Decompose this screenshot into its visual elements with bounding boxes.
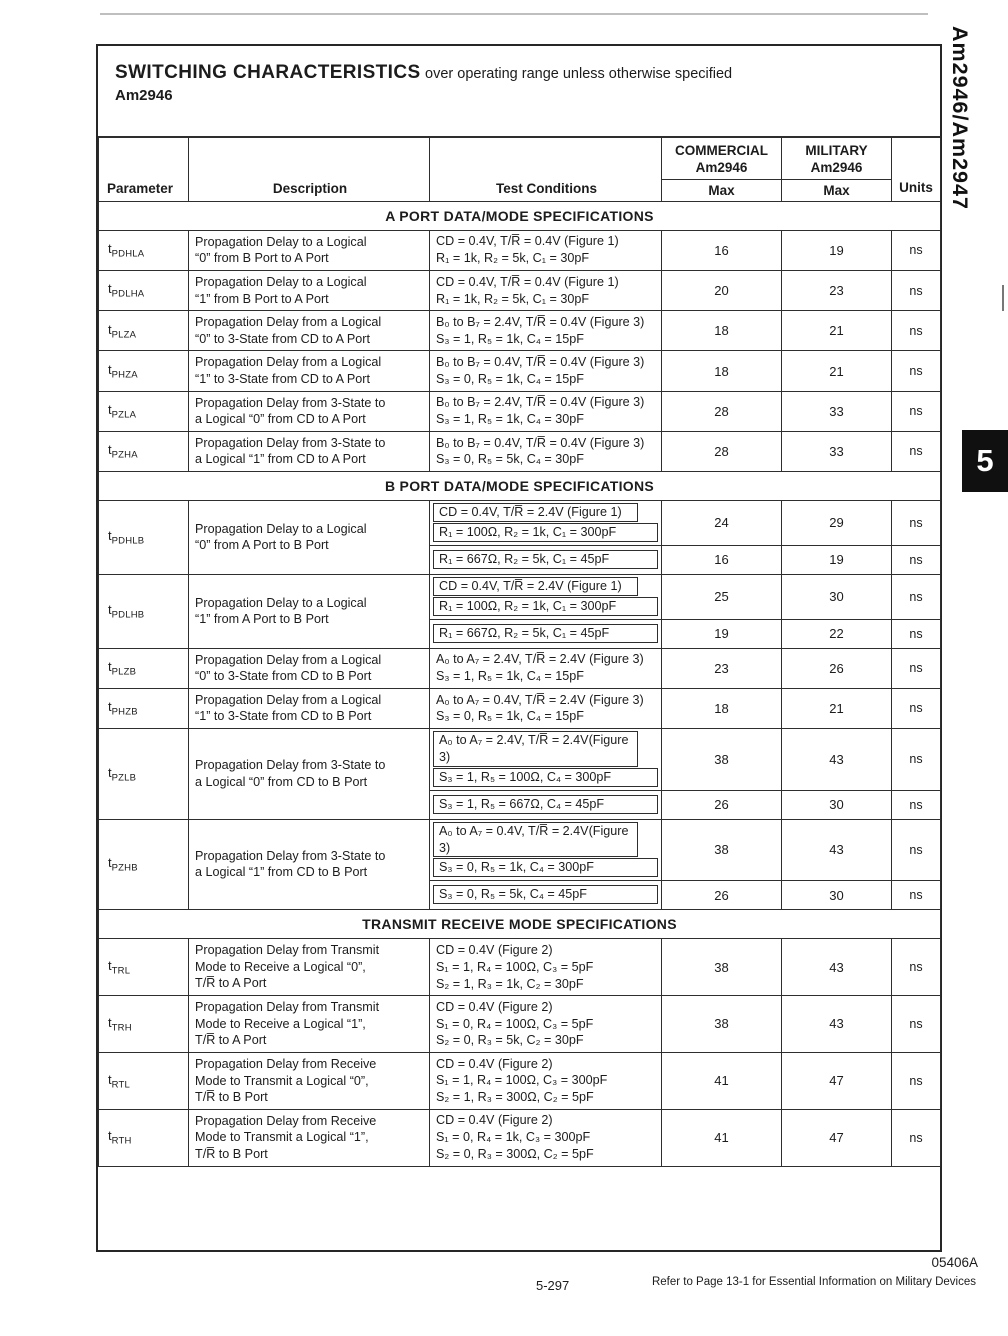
- commercial-max-value: 16: [662, 230, 782, 270]
- table-row: [99, 819, 941, 881]
- table-row: [99, 230, 941, 270]
- param-subscript: TRH: [111, 1022, 132, 1034]
- param-cell: $t_{TRH}$: [99, 996, 189, 1053]
- description-line: “0” from B Port to A Port: [195, 251, 329, 266]
- description-line: “1” from A Port to B Port: [195, 612, 329, 627]
- units-cell: ns: [892, 230, 941, 270]
- section-header: B PORT DATA/MODE SPECIFICATIONS: [99, 472, 941, 501]
- side-part-label: Am2946/Am2947: [948, 26, 972, 210]
- commercial-max-value: 26: [662, 790, 782, 819]
- description-line: Mode to Transmit a Logical “1”,: [195, 1130, 369, 1145]
- military-max-value: 22: [782, 619, 892, 648]
- condition-line: S₃ = 1, R₅ = 667Ω, C₄ = 45pF: [433, 795, 658, 814]
- param-cell: $t_{TRL}$: [99, 939, 189, 996]
- condition-line: R₁ = 667Ω, R₂ = 5k, C₁ = 45pF: [433, 624, 658, 643]
- test-conditions-cell: [430, 881, 662, 910]
- param-subscript: PDLHA: [111, 288, 145, 300]
- section-header: TRANSMIT RECEIVE MODE SPECIFICATIONS: [99, 910, 941, 939]
- military-max-value: 47: [782, 1052, 892, 1109]
- section-tab-number: 5: [976, 443, 994, 478]
- commercial-max-value: 38: [662, 939, 782, 996]
- commercial-max-value: 38: [662, 819, 782, 881]
- description-line: a Logical “1” from CD to B Port: [195, 865, 368, 880]
- condition-line: S₃ = 1, R₅ = 1k, C₄ = 30pF: [436, 412, 584, 427]
- description-cell: [189, 1052, 430, 1109]
- military-max-value: 21: [782, 311, 892, 351]
- military-max-value: 30: [782, 574, 892, 619]
- condition-line: A₀ to A₇ = 2.4V, T/R̅ = 2.4V(Figure 3): [433, 731, 638, 767]
- condition-line: CD = 0.4V, T/R̅ = 2.4V (Figure 1): [433, 503, 638, 522]
- units-cell: ns: [892, 431, 941, 471]
- commercial-max-value: 25: [662, 574, 782, 619]
- military-max-value: 43: [782, 729, 892, 791]
- description-line: Propagation Delay from 3-State to: [195, 848, 386, 863]
- description-line: T/R̅ to A Port: [195, 1033, 267, 1048]
- description-line: Propagation Delay from Receive: [195, 1113, 377, 1128]
- condition-line: A₀ to A₇ = 2.4V, T/R̅ = 2.4V (Figure 3): [436, 652, 644, 667]
- description-line: Propagation Delay to a Logical: [195, 274, 367, 289]
- military-max-value: 30: [782, 790, 892, 819]
- units-cell: ns: [892, 729, 941, 791]
- condition-line: R₁ = 1k, R₂ = 5k, C₁ = 30pF: [436, 291, 590, 306]
- description-cell: [189, 351, 430, 391]
- description-line: Propagation Delay from 3-State to: [195, 395, 386, 410]
- condition-line: S₃ = 1, R₅ = 1k, C₄ = 15pF: [436, 331, 584, 346]
- commercial-device: Am2946: [695, 159, 748, 175]
- test-conditions-cell: [430, 574, 662, 619]
- units-cell: ns: [892, 311, 941, 351]
- description-cell: [189, 391, 430, 431]
- table-row: [99, 996, 941, 1053]
- military-max-value: 19: [782, 545, 892, 574]
- description-line: Propagation Delay to a Logical: [195, 595, 367, 610]
- param-cell: $t_{PLZB}$: [99, 648, 189, 688]
- table-row: [99, 270, 941, 310]
- commercial-max-value: 23: [662, 648, 782, 688]
- military-footnote: Refer to Page 13-1 for Essential Information on Military Devices: [651, 1276, 976, 1288]
- military-max-value: 43: [782, 819, 892, 881]
- condition-line: S₂ = 1, R₃ = 300Ω, C₂ = 5pF: [436, 1090, 594, 1105]
- test-conditions-cell: [430, 790, 662, 819]
- units-cell: ns: [892, 688, 941, 728]
- section-header-row: [99, 910, 941, 939]
- page-title: SWITCHING CHARACTERISTICS: [115, 62, 421, 83]
- param-cell: $t_{RTH}$: [99, 1109, 189, 1166]
- test-conditions-cell: [430, 501, 662, 546]
- description-cell: [189, 939, 430, 996]
- commercial-max-value: 18: [662, 688, 782, 728]
- military-max-value: 30: [782, 881, 892, 910]
- description-cell: [189, 1109, 430, 1166]
- description-line: “1” to 3-State from CD to B Port: [195, 709, 372, 724]
- military-max-value: 33: [782, 431, 892, 471]
- commercial-max-value: 38: [662, 996, 782, 1053]
- col-header-test-conditions: Test Conditions: [430, 137, 662, 201]
- units-cell: ns: [892, 545, 941, 574]
- table-row: [99, 1052, 941, 1109]
- param-cell: $t_{PDHLB}$: [99, 501, 189, 575]
- test-conditions-cell: [430, 545, 662, 574]
- table-row: [99, 939, 941, 996]
- units-cell: ns: [892, 996, 941, 1053]
- description-line: T/R̅ to B Port: [195, 1146, 268, 1161]
- scan-speck: [1002, 285, 1004, 311]
- commercial-max-value: 38: [662, 729, 782, 791]
- page-number: 5-297: [536, 1278, 570, 1293]
- description-cell: [189, 729, 430, 820]
- description-line: Propagation Delay from a Logical: [195, 652, 382, 667]
- description-line: “0” to 3-State from CD to B Port: [195, 669, 372, 684]
- commercial-max-value: 41: [662, 1109, 782, 1166]
- test-conditions-cell: [430, 688, 662, 728]
- units-cell: ns: [892, 391, 941, 431]
- commercial-max-value: 18: [662, 351, 782, 391]
- description-line: Propagation Delay from a Logical: [195, 355, 382, 370]
- units-cell: ns: [892, 648, 941, 688]
- condition-line: CD = 0.4V, T/R̅ = 0.4V (Figure 1): [436, 234, 619, 249]
- condition-line: B₀ to B₇ = 2.4V, T/R̅ = 0.4V (Figure 3): [436, 314, 645, 329]
- military-max-value: 21: [782, 688, 892, 728]
- param-subscript: TRL: [111, 965, 131, 977]
- description-cell: [189, 230, 430, 270]
- description-line: Mode to Transmit a Logical “0”,: [195, 1073, 369, 1088]
- military-max-value: 23: [782, 270, 892, 310]
- military-max-value: 29: [782, 501, 892, 546]
- description-line: “1” to 3-State from CD to A Port: [195, 372, 370, 387]
- description-cell: [189, 270, 430, 310]
- military-max-value: 33: [782, 391, 892, 431]
- table-row: [99, 574, 941, 619]
- condition-line: S₃ = 1, R₅ = 100Ω, C₄ = 300pF: [433, 768, 658, 787]
- condition-line: S₁ = 0, R₄ = 1k, C₃ = 300pF: [436, 1130, 591, 1145]
- table-row: [99, 648, 941, 688]
- condition-line: S₃ = 0, R₅ = 1k, C₄ = 300pF: [433, 858, 658, 877]
- condition-line: CD = 0.4V, T/R̅ = 0.4V (Figure 1): [436, 274, 619, 289]
- description-line: Propagation Delay from a Logical: [195, 315, 382, 330]
- test-conditions-cell: [430, 648, 662, 688]
- condition-line: CD = 0.4V, T/R̅ = 2.4V (Figure 1): [433, 577, 638, 596]
- table-header: [99, 137, 941, 201]
- units-cell: ns: [892, 939, 941, 996]
- description-line: Propagation Delay from 3-State to: [195, 758, 386, 773]
- commercial-max-value: 26: [662, 881, 782, 910]
- param-subscript: PLZB: [111, 666, 137, 678]
- description-line: Mode to Receive a Logical “0”,: [195, 959, 366, 974]
- section-header-row: [99, 472, 941, 501]
- condition-line: R₁ = 100Ω, R₂ = 1k, C₁ = 300pF: [433, 523, 658, 542]
- condition-line: S₁ = 1, R₄ = 100Ω, C₃ = 300pF: [436, 1073, 608, 1088]
- military-max-value: 26: [782, 648, 892, 688]
- col-header-parameter: Parameter: [99, 137, 189, 201]
- col-header-military-max: Max: [782, 179, 892, 201]
- table-row: [99, 501, 941, 546]
- param-subscript: PZHB: [111, 862, 138, 874]
- description-cell: [189, 501, 430, 575]
- units-cell: ns: [892, 1109, 941, 1166]
- table-row: [99, 391, 941, 431]
- test-conditions-cell: [430, 351, 662, 391]
- col-header-units: Units: [892, 137, 941, 201]
- test-conditions-cell: [430, 230, 662, 270]
- commercial-max-value: 19: [662, 619, 782, 648]
- units-cell: ns: [892, 351, 941, 391]
- table-row: [99, 1109, 941, 1166]
- commercial-max-value: 16: [662, 545, 782, 574]
- spec-table-body: [99, 201, 941, 1166]
- document-number: 05406A: [931, 1255, 978, 1270]
- test-conditions-cell: [430, 270, 662, 310]
- table-row: [99, 431, 941, 471]
- military-device: Am2946: [810, 159, 863, 175]
- switching-characteristics-table: [98, 136, 941, 1167]
- param-cell: $t_{PDLHB}$: [99, 574, 189, 648]
- units-cell: ns: [892, 501, 941, 546]
- condition-line: R₁ = 667Ω, R₂ = 5k, C₁ = 45pF: [433, 550, 658, 569]
- condition-line: S₃ = 1, R₅ = 1k, C₄ = 15pF: [436, 669, 584, 684]
- section-header-row: [99, 201, 941, 230]
- description-line: T/R̅ to A Port: [195, 976, 267, 991]
- param-subscript: PZLB: [111, 772, 137, 784]
- commercial-label: COMMERCIAL: [675, 143, 768, 158]
- param-subscript: PHZB: [111, 706, 138, 718]
- condition-line: S₂ = 1, R₃ = 1k, C₂ = 30pF: [436, 976, 584, 991]
- title-block: [98, 46, 940, 136]
- test-conditions-cell: [430, 996, 662, 1053]
- col-header-commercial-max: Max: [662, 179, 782, 201]
- table-row: [99, 688, 941, 728]
- test-conditions-cell: [430, 311, 662, 351]
- military-max-value: 43: [782, 939, 892, 996]
- description-line: T/R̅ to B Port: [195, 1090, 268, 1105]
- param-cell: $t_{PLZA}$: [99, 311, 189, 351]
- units-cell: ns: [892, 574, 941, 619]
- param-cell: $t_{PDLHA}$: [99, 270, 189, 310]
- description-line: Propagation Delay from Transmit: [195, 943, 380, 958]
- condition-line: A₀ to A₇ = 0.4V, T/R̅ = 2.4V (Figure 3): [436, 692, 644, 707]
- commercial-max-value: 28: [662, 391, 782, 431]
- section-header: A PORT DATA/MODE SPECIFICATIONS: [99, 201, 941, 230]
- page-title-suffix: over operating range unless otherwise specified: [425, 66, 733, 82]
- condition-line: R₁ = 100Ω, R₂ = 1k, C₁ = 300pF: [433, 597, 658, 616]
- col-header-description: Description: [189, 137, 430, 201]
- title-line: [115, 62, 930, 84]
- description-line: “0” from A Port to B Port: [195, 538, 329, 553]
- description-line: a Logical “0” from CD to B Port: [195, 774, 368, 789]
- description-cell: [189, 819, 430, 910]
- col-header-military-group: [782, 137, 892, 179]
- table-row: [99, 729, 941, 791]
- commercial-max-value: 24: [662, 501, 782, 546]
- condition-line: S₃ = 0, R₅ = 5k, C₄ = 45pF: [433, 885, 658, 904]
- military-max-value: 21: [782, 351, 892, 391]
- param-subscript: RTH: [111, 1135, 132, 1147]
- param-subscript: PZHA: [111, 449, 138, 461]
- test-conditions-cell: [430, 939, 662, 996]
- condition-line: S₂ = 0, R₃ = 300Ω, C₂ = 5pF: [436, 1147, 594, 1162]
- param-cell: $t_{PZHB}$: [99, 819, 189, 910]
- description-cell: [189, 648, 430, 688]
- description-cell: [189, 431, 430, 471]
- condition-line: B₀ to B₇ = 2.4V, T/R̅ = 0.4V (Figure 3): [436, 395, 645, 410]
- description-line: Propagation Delay to a Logical: [195, 234, 367, 249]
- condition-line: S₃ = 0, R₅ = 1k, C₄ = 15pF: [436, 372, 584, 387]
- param-subscript: PDHLA: [111, 248, 145, 260]
- commercial-max-value: 41: [662, 1052, 782, 1109]
- condition-line: CD = 0.4V (Figure 2): [436, 999, 553, 1014]
- param-cell: $t_{RTL}$: [99, 1052, 189, 1109]
- condition-line: CD = 0.4V (Figure 2): [436, 942, 553, 957]
- header-row-groups: [99, 137, 941, 179]
- param-subscript: PDLHB: [111, 609, 145, 621]
- military-max-value: 19: [782, 230, 892, 270]
- units-cell: ns: [892, 1052, 941, 1109]
- test-conditions-cell: [430, 1109, 662, 1166]
- description-line: a Logical “0” from CD to A Port: [195, 412, 366, 427]
- description-cell: [189, 574, 430, 648]
- military-max-value: 43: [782, 996, 892, 1053]
- param-cell: $t_{PDHLA}$: [99, 230, 189, 270]
- param-subscript: PLZA: [111, 329, 137, 341]
- units-cell: ns: [892, 790, 941, 819]
- param-subscript: RTL: [111, 1079, 131, 1091]
- condition-line: A₀ to A₇ = 0.4V, T/R̅ = 2.4V(Figure 3): [433, 822, 638, 858]
- condition-line: S₁ = 1, R₄ = 100Ω, C₃ = 5pF: [436, 959, 594, 974]
- col-header-commercial-group: [662, 137, 782, 179]
- units-cell: ns: [892, 270, 941, 310]
- description-cell: [189, 996, 430, 1053]
- device-name: Am2946: [115, 87, 173, 104]
- description-line: Propagation Delay to a Logical: [195, 521, 367, 536]
- test-conditions-cell: [430, 431, 662, 471]
- param-cell: $t_{PZLA}$: [99, 391, 189, 431]
- param-cell: $t_{PHZA}$: [99, 351, 189, 391]
- section-tab-5: [962, 430, 1008, 492]
- description-line: “1” from B Port to A Port: [195, 291, 329, 306]
- condition-line: S₁ = 0, R₄ = 100Ω, C₃ = 5pF: [436, 1016, 594, 1031]
- table-row: [99, 311, 941, 351]
- param-subscript: PDHLB: [111, 535, 145, 547]
- units-cell: ns: [892, 881, 941, 910]
- condition-line: B₀ to B₇ = 0.4V, T/R̅ = 0.4V (Figure 3): [436, 435, 645, 450]
- condition-line: S₃ = 0, R₅ = 1k, C₄ = 15pF: [436, 709, 584, 724]
- description-line: a Logical “1” from CD to A Port: [195, 452, 366, 467]
- test-conditions-cell: [430, 819, 662, 881]
- description-line: Propagation Delay from 3-State to: [195, 435, 386, 450]
- units-cell: ns: [892, 619, 941, 648]
- datasheet-frame: [96, 44, 942, 1252]
- condition-line: B₀ to B₇ = 0.4V, T/R̅ = 0.4V (Figure 3): [436, 355, 645, 370]
- param-subscript: PHZA: [111, 369, 138, 381]
- test-conditions-cell: [430, 1052, 662, 1109]
- commercial-max-value: 20: [662, 270, 782, 310]
- table-row: [99, 351, 941, 391]
- commercial-max-value: 18: [662, 311, 782, 351]
- condition-line: CD = 0.4V (Figure 2): [436, 1113, 553, 1128]
- description-line: “0” to 3-State from CD to A Port: [195, 331, 370, 346]
- description-cell: [189, 688, 430, 728]
- condition-line: S₃ = 0, R₅ = 5k, C₄ = 30pF: [436, 452, 584, 467]
- test-conditions-cell: [430, 619, 662, 648]
- description-line: Propagation Delay from Transmit: [195, 1000, 380, 1015]
- condition-line: CD = 0.4V (Figure 2): [436, 1056, 553, 1071]
- description-line: Propagation Delay from a Logical: [195, 692, 382, 707]
- scan-artifact-line: [100, 13, 928, 15]
- units-cell: ns: [892, 819, 941, 881]
- test-conditions-cell: [430, 391, 662, 431]
- description-cell: [189, 311, 430, 351]
- military-label: MILITARY: [805, 143, 868, 158]
- param-cell: $t_{PZLB}$: [99, 729, 189, 820]
- param-subscript: PZLA: [111, 409, 137, 421]
- description-line: Mode to Receive a Logical “1”,: [195, 1016, 366, 1031]
- commercial-max-value: 28: [662, 431, 782, 471]
- condition-line: R₁ = 1k, R₂ = 5k, C₁ = 30pF: [436, 251, 590, 266]
- param-cell: $t_{PZHA}$: [99, 431, 189, 471]
- condition-line: S₂ = 0, R₃ = 5k, C₂ = 30pF: [436, 1033, 584, 1048]
- param-cell: $t_{PHZB}$: [99, 688, 189, 728]
- test-conditions-cell: [430, 729, 662, 791]
- military-max-value: 47: [782, 1109, 892, 1166]
- description-line: Propagation Delay from Receive: [195, 1056, 377, 1071]
